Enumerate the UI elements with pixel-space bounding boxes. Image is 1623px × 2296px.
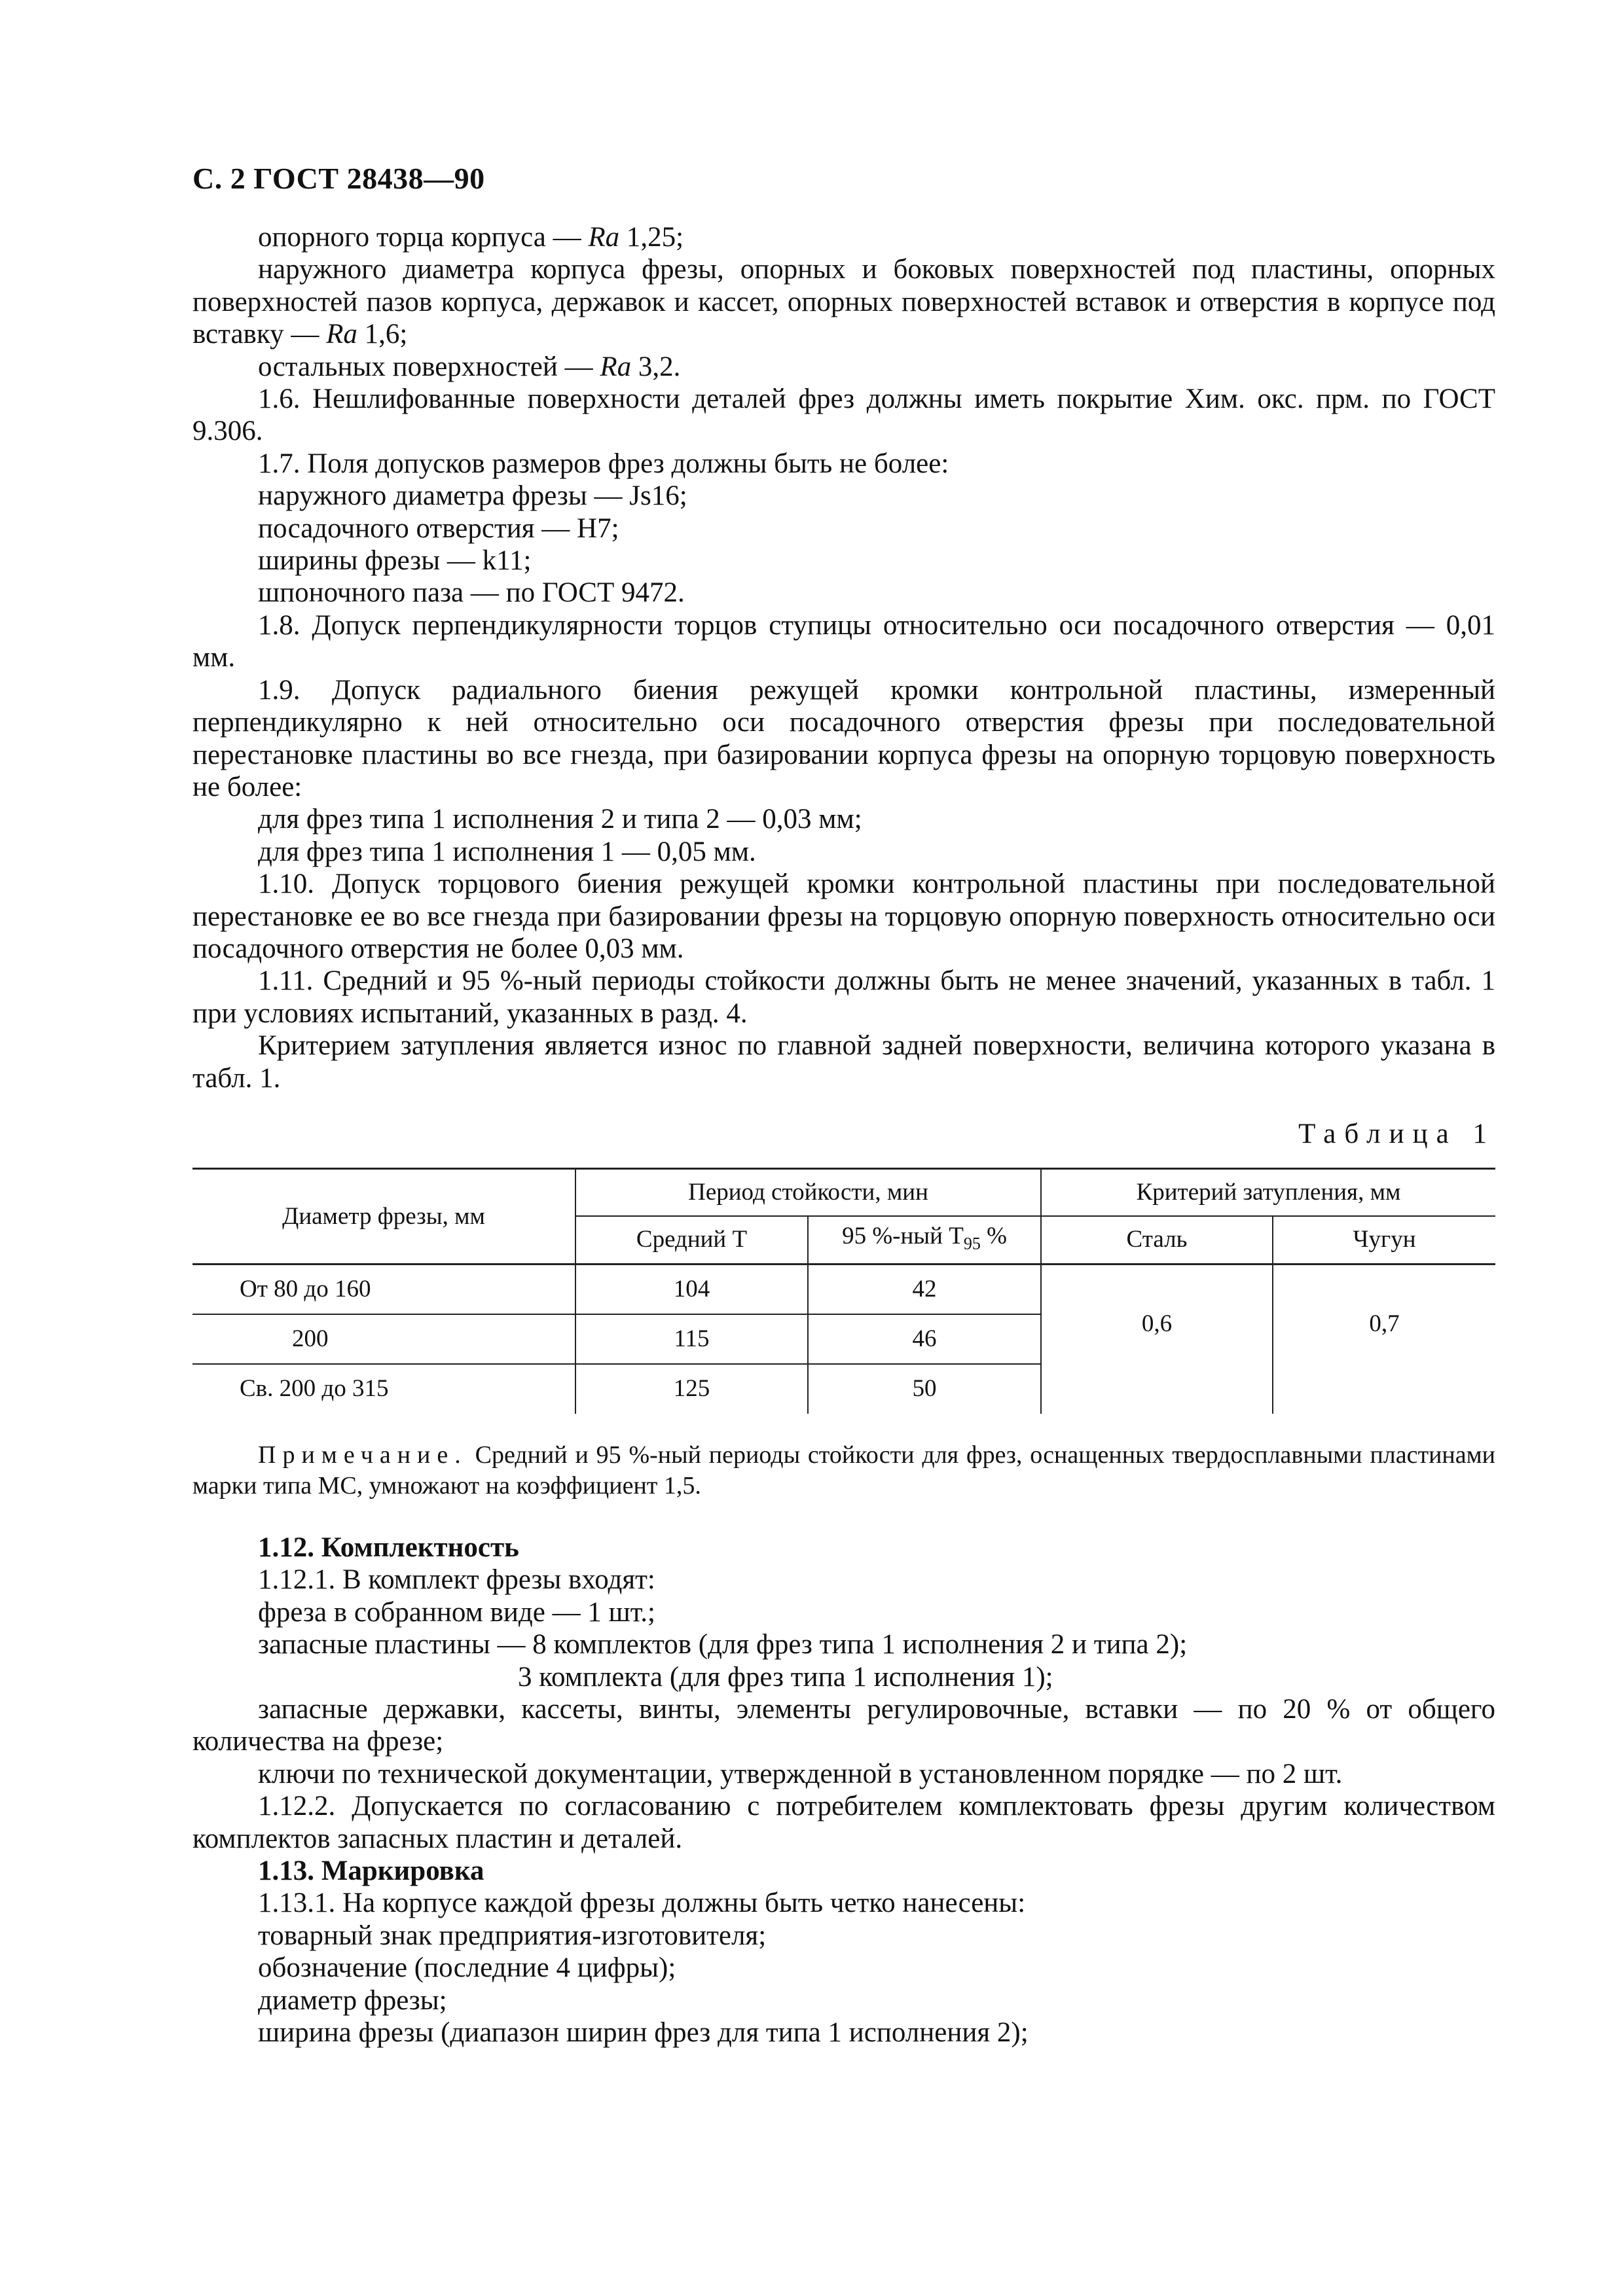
cell-mean: 125 <box>575 1364 808 1414</box>
list-item: товарный знак предприятия-изготовителя; <box>258 1920 767 1951</box>
list-item: для фрез типа 1 исполнения 1 — 0,05 мм. <box>258 836 756 867</box>
list-item: шпоночного паза — по ГОСТ 9472. <box>258 577 685 609</box>
page-header: С. 2 ГОСТ 28438—90 <box>192 162 485 195</box>
lower-text-block <box>192 1532 1495 2049</box>
list-item: ключи по технической документации, утвержденной в установленном порядке — по 2 шт. <box>258 1758 1343 1789</box>
list-item: наружного диаметра фрезы — Js16; <box>258 480 687 512</box>
cell-steel: 0,6 <box>1041 1265 1273 1414</box>
clause-1-13-1: 1.13.1. На корпусе каждой фрезы должны быть четко нанесены: <box>258 1888 1026 1919</box>
list-item: посадочного отверстия — H7; <box>258 512 619 544</box>
paragraph-other-surfaces: остальных поверхностей — Ra 3,2. <box>258 351 681 382</box>
list-item: запасные пластины — 8 комплектов (для фрез типа 1 исполнения 2 и типа 2); <box>258 1629 1188 1660</box>
list-item: фреза в собранном виде — 1 шт.; <box>258 1596 655 1628</box>
note-text: Средний и 95 %-ный периоды стойкости для фрез, оснащенных твердосплавными пластинами марки типа МС, умножают на коэффициент 1,5. <box>192 1441 1495 1499</box>
header-period: Период стойкости, мин <box>575 1169 1041 1216</box>
upper-text-block <box>192 221 1495 1094</box>
cell-95: 42 <box>808 1265 1041 1314</box>
paragraph-support-face: опорного торца корпуса — Ra 1,25; <box>258 222 684 253</box>
cell-mean: 115 <box>575 1314 808 1364</box>
cell-diameter: От 80 до 160 <box>192 1265 575 1314</box>
paragraph-outer-diameter: наружного диаметра корпуса фрезы, опорных и боковых поверхностей под пластины, опорных поверхностей пазов корпуса, державок и кассет, опорных поверхностей вставок и отверстия в корпусе под вставку — Ra 1,6; <box>192 254 1495 350</box>
table-caption: Таблица 1 <box>1298 1119 1495 1149</box>
list-item: для фрез типа 1 исполнения 2 и типа 2 — 0,03 мм; <box>258 804 862 835</box>
note-label: Примечание. <box>258 1441 467 1469</box>
list-item: диаметр фрезы; <box>258 1984 447 2016</box>
clause-1-12-1: 1.12.1. В комплект фрезы входят: <box>258 1564 655 1596</box>
cell-95: 46 <box>808 1314 1041 1364</box>
header-diameter: Диаметр фрезы, мм <box>192 1169 575 1265</box>
cell-diameter: Св. 200 до 315 <box>192 1364 575 1414</box>
list-item: обозначение (последние 4 цифры); <box>258 1952 676 1984</box>
list-item: ширины фрезы — k11; <box>258 545 532 577</box>
list-item: 3 комплекта (для фрез типа 1 исполнения 1); <box>518 1661 1053 1693</box>
clause-1-7: 1.7. Поля допусков размеров фрез должны быть не более: <box>258 448 949 479</box>
table-tool-life <box>192 1168 1495 1414</box>
cell-mean: 104 <box>575 1265 808 1314</box>
section-title-marking: 1.13. Маркировка <box>258 1856 484 1887</box>
clause-1-9: 1.9. Допуск радиального биения режущей кромки контрольной пластины, измеренный перпендикулярно к ней относительно оси посадочного отверстия фрезы при последовательной перестановке пластины во все гнезда, при базировании корпуса фрезы на опорную торцовую поверхность не более: <box>192 674 1495 802</box>
list-item: запасные державки, кассеты, винты, элементы регулировочные, вставки — по 20 % от общего количества на фрезе; <box>192 1694 1495 1757</box>
clause-1-12-2: 1.12.2. Допускается по согласованию с потребителем комплектовать фрезы другим количеством комплектов запасных пластин и деталей. <box>192 1791 1495 1854</box>
clause-1-8: 1.8. Допуск перпендикулярности торцов ступицы относительно оси посадочного отверстия — 0,01 мм. <box>192 609 1495 673</box>
table-row <box>192 1265 1495 1314</box>
header-95: 95 %-ный $T_{95}$ % <box>808 1216 1041 1265</box>
cell-cast-iron: 0,7 <box>1369 1310 1400 1338</box>
clause-1-11: 1.11. Средний и 95 %-ный периоды стойкости должны быть не менее значений, указанных в табл. 1 при условиях испытаний, указанных в разд. 4. <box>192 965 1495 1029</box>
clause-1-10: 1.10. Допуск торцового биения режущей кромки контрольной пластины при последовательной перестановке ее во все гнезда при базировании фрезы на торцовую опорную поверхность относительно оси посадочного отверстия не более 0,03 мм. <box>192 869 1495 964</box>
table-note <box>192 1440 1495 1501</box>
clause-1-11-criterion: Критерием затупления является износ по главной задней поверхности, величина которого указана в табл. 1. <box>192 1030 1495 1094</box>
header-cast-iron: Чугун <box>1273 1216 1495 1265</box>
cell-diameter: 200 <box>192 1314 575 1364</box>
clause-1-6: 1.6. Нешлифованные поверхности деталей фрез должны иметь покрытие Хим. окс. прм. по ГОСТ 9.306. <box>192 384 1495 447</box>
cell-95: 50 <box>808 1364 1041 1414</box>
section-title-completeness: 1.12. Комплектность <box>258 1532 519 1563</box>
list-item: ширина фрезы (диапазон ширин фрез для типа 1 исполнения 2); <box>258 2017 1029 2049</box>
header-criterion: Критерий затупления, мм <box>1041 1169 1495 1216</box>
header-mean: Средний T <box>575 1216 808 1265</box>
header-steel: Сталь <box>1041 1216 1273 1265</box>
